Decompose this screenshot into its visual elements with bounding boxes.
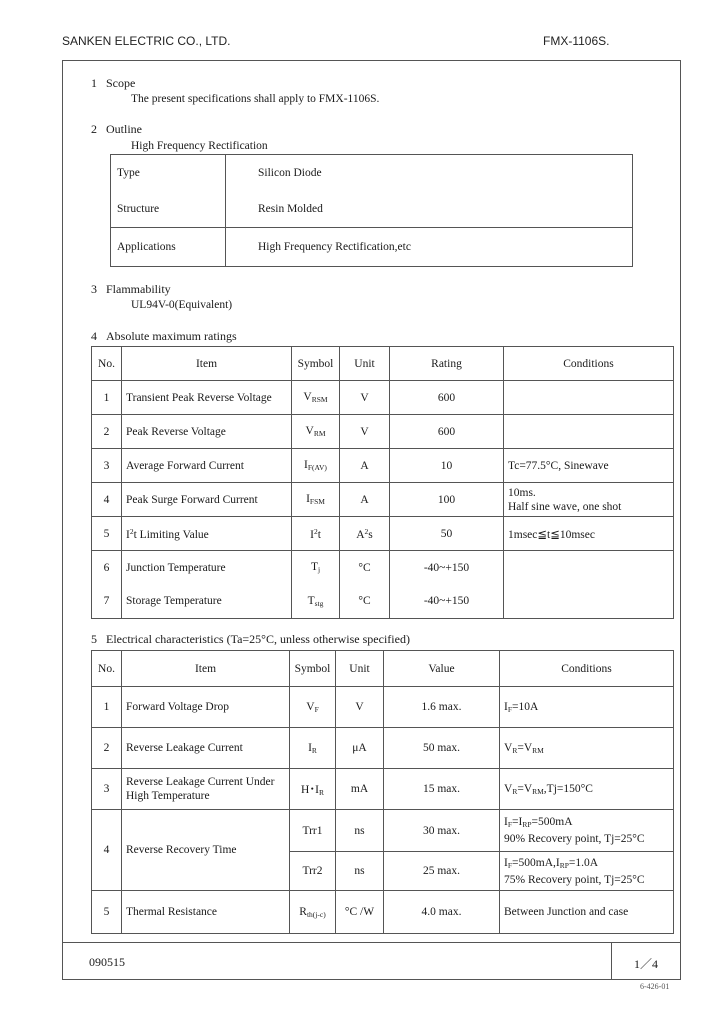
cell-unit: °C /W — [336, 891, 384, 934]
cell-unit: mA — [336, 769, 384, 810]
cell-no: 2 — [92, 415, 122, 449]
cell-conditions: 1msec≦t≦10msec — [504, 517, 674, 551]
table-row — [92, 415, 674, 449]
cell-item: Forward Voltage Drop — [122, 687, 290, 728]
cell-symbol: H･$I_R$ — [290, 769, 336, 810]
outline-value: High Frequency Rectification,etc — [226, 228, 633, 267]
table-row — [92, 769, 674, 810]
table-row — [92, 810, 674, 852]
table-header-row — [92, 651, 674, 687]
cell-no: 5 — [92, 891, 122, 934]
col-header-symbol: Symbol — [290, 651, 336, 687]
table-row — [92, 449, 674, 483]
cell-item: Transient Peak Reverse Voltage — [122, 381, 292, 415]
elec-heading: 5 Electrical characteristics (Ta=25°C, unless otherwise specified) — [91, 632, 410, 646]
cell-no: 6 — [92, 551, 122, 585]
cell-unit: V — [340, 415, 390, 449]
cell-symbol: $I^2t$ — [292, 517, 340, 551]
cell-symbol: $V_{RM}$ — [292, 415, 340, 449]
table-row — [92, 891, 674, 934]
cell-conditions — [504, 415, 674, 449]
cell-no: 3 — [92, 449, 122, 483]
col-header-symbol: Symbol — [292, 347, 340, 381]
cell-item: Junction Temperature — [122, 551, 292, 585]
cell-symbol: Trr1 — [290, 810, 336, 852]
cell-conditions: Between Junction and case — [500, 891, 674, 934]
cell-item: Peak Surge Forward Current — [122, 483, 292, 517]
abs-max-heading: 4 Absolute maximum ratings — [91, 329, 237, 343]
cell-no: 1 — [92, 687, 122, 728]
cell-conditions: $I_F=I_{RP}=500mA$ 90% Recovery point, Tj=25°C — [500, 810, 674, 852]
cell-conditions: $V_R=V_{RM}$ — [500, 728, 674, 769]
cell-value: 30 max. — [384, 810, 500, 852]
col-header-item: Item — [122, 347, 292, 381]
cell-unit: °C — [340, 585, 390, 619]
table-row — [92, 551, 674, 585]
table-header-row — [92, 347, 674, 381]
cell-item: Reverse Leakage Current — [122, 728, 290, 769]
cell-rating: 100 — [390, 483, 504, 517]
cell-conditions — [504, 585, 674, 619]
cell-no: 7 — [92, 585, 122, 619]
cell-no: 4 — [92, 810, 122, 891]
cell-item: Thermal Resistance — [122, 891, 290, 934]
cell-symbol: $T_j$ — [292, 551, 340, 585]
outline-label: Applications — [111, 228, 226, 267]
cell-no: 4 — [92, 483, 122, 517]
col-header-rating: Rating — [390, 347, 504, 381]
col-header-value: Value — [384, 651, 500, 687]
table-row — [92, 728, 674, 769]
cell-no: 5 — [92, 517, 122, 551]
footer-date: 090515 — [89, 955, 125, 969]
outline-value: Silicon Diode — [226, 155, 633, 191]
cell-conditions: Tc=77.5°C, Sinewave — [504, 449, 674, 483]
cell-no: 2 — [92, 728, 122, 769]
scope-heading: 1 Scope — [91, 76, 136, 90]
col-header-item: Item — [122, 651, 290, 687]
outline-heading: 2 Outline — [91, 122, 142, 136]
col-header-conditions: Conditions — [500, 651, 674, 687]
cell-unit: ns — [336, 810, 384, 852]
cell-symbol: $V_{RSM}$ — [292, 381, 340, 415]
cell-unit: μA — [336, 728, 384, 769]
cell-conditions: 10ms. Half sine wave, one shot — [504, 483, 674, 517]
cell-rating: 600 — [390, 415, 504, 449]
flammability-heading: 3 Flammability — [91, 282, 171, 296]
cell-symbol: $I_R$ — [290, 728, 336, 769]
table-row — [92, 483, 674, 517]
cell-conditions: $V_R=V_{RM},Tj=150^\circ C$ — [500, 769, 674, 810]
table-row — [111, 155, 633, 191]
col-header-no: No. — [92, 347, 122, 381]
cell-value: 4.0 max. — [384, 891, 500, 934]
cell-item: Reverse Leakage Current Under High Temperature — [122, 769, 290, 810]
cell-symbol: $T_{stg}$ — [292, 585, 340, 619]
table-row — [92, 381, 674, 415]
table-row — [92, 687, 674, 728]
cell-rating: -40~+150 — [390, 585, 504, 619]
cell-conditions — [504, 551, 674, 585]
cell-conditions: $I_F=10A$ — [500, 687, 674, 728]
footer-form-code: 6-426-01 — [640, 982, 670, 991]
cell-conditions: $I_F=500mA,I_{RP}=1.0A$ 75% Recovery point, Tj=25°C — [500, 852, 674, 891]
col-header-conditions: Conditions — [504, 347, 674, 381]
outline-label: Structure — [111, 191, 226, 228]
company-name: SANKEN ELECTRIC CO., LTD. — [62, 34, 231, 48]
abs-max-table — [91, 346, 674, 619]
cell-rating: 600 — [390, 381, 504, 415]
part-number: FMX-1106S. — [543, 34, 610, 48]
cell-unit: °C — [340, 551, 390, 585]
scope-text: The present specifications shall apply to FMX-1106S. — [131, 93, 380, 105]
cell-unit: ns — [336, 852, 384, 891]
cell-no: 1 — [92, 381, 122, 415]
footer-page: 1／4 — [634, 957, 659, 971]
cell-symbol: $I_{FSM}$ — [292, 483, 340, 517]
flammability-text: UL94V-0(Equivalent) — [131, 299, 233, 311]
cell-unit: A — [340, 449, 390, 483]
cell-item: Reverse Recovery Time — [122, 810, 290, 891]
cell-symbol: $I_{F(AV)}$ — [292, 449, 340, 483]
cell-unit: V — [336, 687, 384, 728]
footer-box — [62, 943, 681, 980]
col-header-no: No. — [92, 651, 122, 687]
outline-value: Resin Molded — [226, 191, 633, 228]
cell-rating: 50 — [390, 517, 504, 551]
cell-value: 15 max. — [384, 769, 500, 810]
outline-table — [110, 154, 633, 267]
cell-symbol: $R_{th(j-c)}$ — [290, 891, 336, 934]
col-header-unit: Unit — [336, 651, 384, 687]
cell-item: Peak Reverse Voltage — [122, 415, 292, 449]
elec-table — [91, 650, 674, 934]
cell-unit: $A^2s$ — [340, 517, 390, 551]
footer-divider — [611, 943, 612, 980]
cell-value: 1.6 max. — [384, 687, 500, 728]
cell-unit: A — [340, 483, 390, 517]
table-row — [111, 228, 633, 267]
cell-item: Storage Temperature — [122, 585, 292, 619]
cell-value: 25 max. — [384, 852, 500, 891]
cell-unit: V — [340, 381, 390, 415]
cell-symbol: Trr2 — [290, 852, 336, 891]
cell-symbol: $V_F$ — [290, 687, 336, 728]
col-header-unit: Unit — [340, 347, 390, 381]
table-row — [92, 585, 674, 619]
table-row — [111, 191, 633, 228]
cell-rating: -40~+150 — [390, 551, 504, 585]
outline-label: Type — [111, 155, 226, 191]
cell-item: $I^2t$ Limiting Value — [122, 517, 292, 551]
cell-conditions — [504, 381, 674, 415]
cell-value: 50 max. — [384, 728, 500, 769]
cell-item: Average Forward Current — [122, 449, 292, 483]
cell-no: 3 — [92, 769, 122, 810]
table-row — [92, 517, 674, 551]
outline-subtitle: High Frequency Rectification — [131, 140, 268, 152]
cell-rating: 10 — [390, 449, 504, 483]
